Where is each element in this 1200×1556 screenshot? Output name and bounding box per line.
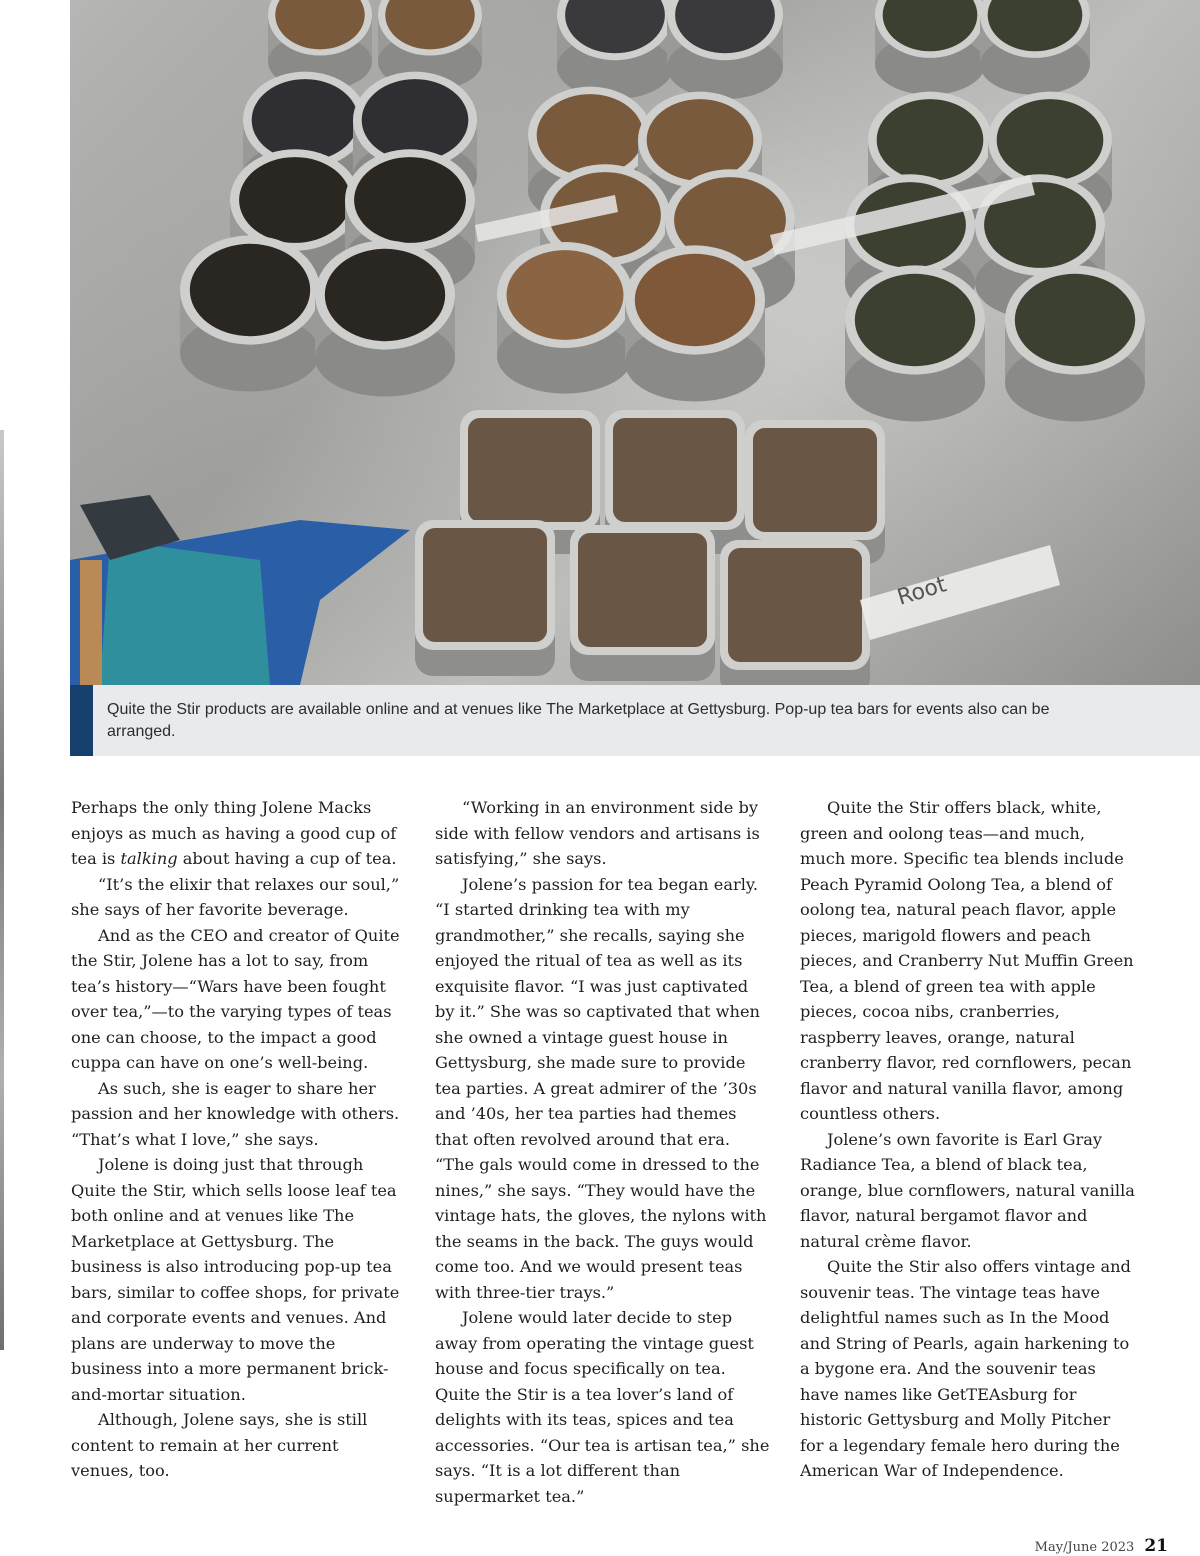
paragraph: Jolene’s passion for tea began early. “I started drinking tea with my grandmother,” she recalls, saying she enjoyed the ritual of tea as well as its exquisite flavor. “I was just captivated by it.” She was so captivated that when she owned a vintage guest house in Gettysburg, she made sure to provide tea parties. A great admirer of the ’30s and ’40s, her tea parties had themes that often revolved around that era. “The gals would come in dressed to the nines,” she says. “They would have the vintage hats, the gloves, the nylons with the seams in the back. The guys would come too. And we would present teas with three-tier trays.”	[435, 874, 767, 1302]
text-run: about having a cup of tea.	[177, 849, 397, 868]
paragraph: As such, she is eager to share her passion and her knowledge with others. “That’s what I love,” she says.	[71, 1078, 400, 1149]
round-tea-tin	[315, 240, 455, 396]
sealer-machine	[100, 540, 270, 685]
article-column-3	[800, 795, 1135, 1484]
caption-accent-bar	[70, 685, 93, 756]
round-tea-tin	[625, 245, 765, 401]
round-tea-tin	[180, 235, 320, 391]
paragraph: Although, Jolene says, she is still content to remain at her current venues, too.	[71, 1410, 368, 1480]
round-tea-tin	[1005, 265, 1145, 421]
round-tea-tin	[845, 265, 985, 421]
round-tea-tin	[497, 242, 633, 394]
paragraph: Jolene’s own favorite is Earl Gray Radiance Tea, a blend of black tea, orange, blue cornflowers, natural vanilla flavor, natural bergamot flavor and natural crème flavor.	[800, 1129, 1135, 1251]
paragraph: “Working in an environment side by side with fellow vendors and artisans is satisfying,” she says.	[435, 798, 760, 868]
article-column-2	[435, 795, 770, 1509]
paragraph	[71, 795, 406, 872]
tea-tins-illustration	[70, 0, 1200, 685]
paragraph: And as the CEO and creator of Quite the Stir, Jolene has a lot to say, from tea’s history—“Wars have been fought over tea,”—to the varying types of teas one can choose, to the impact a good cuppa can have on one’s well-being.	[71, 925, 400, 1072]
round-tea-tin	[557, 0, 673, 99]
paragraph: Quite the Stir offers black, white, green and oolong teas—and much, much more. Specific tea blends include Peach Pyramid Oolong Tea, a blend of oolong tea, natural peach flavor, apple pieces, marigold flowers and peach pieces, and Cranberry Nut Muffin Green Tea, a blend of green tea with apple pieces, cocoa nibs, cranberries, raspberry leaves, orange, natural cranberry flavor, red cornflowers, pecan flavor and natural vanilla flavor, among countless others.	[800, 798, 1134, 1123]
round-tea-tin	[875, 0, 985, 95]
page-edge-strip	[0, 430, 4, 1350]
left-page-edge	[0, 0, 70, 1553]
paragraph: “It’s the elixir that relaxes our soul,” she says of her favorite beverage.	[71, 874, 400, 919]
issue-date: May/June 2023	[1034, 1540, 1135, 1555]
tea-tins-photo	[70, 0, 1200, 685]
caption-text: Quite the Stir products are available online and at venues like The Marketplace at Gettysburg. Pop-up tea bars for events also can be arranged.	[107, 701, 1050, 740]
photo-caption	[70, 685, 1200, 756]
text-run: Perhaps the only thing Jolene Macks enjoys as much as having a good cup of tea is	[71, 798, 397, 868]
sealer-handle	[80, 560, 102, 685]
round-tea-tin	[980, 0, 1090, 95]
page-number: 21	[1144, 1536, 1168, 1556]
square-tea-tin	[720, 540, 870, 685]
square-tea-tin	[570, 525, 715, 681]
page-footer	[1035, 1536, 1168, 1556]
paragraph: Jolene would later decide to step away from operating the vintage guest house and focus specifically on tea. Quite the Stir is a tea lover’s land of delights with its teas, spices and tea accessories. “Our tea is artisan tea,” she says. “It is a lot different than supermarket tea.”	[435, 1308, 770, 1506]
paragraph: Quite the Stir also offers vintage and souvenir teas. The vintage teas have delightful names such as In the Mood and String of Pearls, again harkening to a bygone era. And the souvenir teas have names like GetTEAsburg for historic Gettysburg and Molly Pitcher for a legendary female hero during the American War of Independence.	[800, 1257, 1131, 1480]
round-tea-tin	[667, 0, 783, 99]
paragraph: Jolene is doing just that through Quite the Stir, which sells loose leaf tea both online and at venues like The Marketplace at Gettysburg. The business is also introducing pop-up tea bars, similar to coffee shops, for private and corporate events and venues. And plans are underway to move the business into a more permanent brick-and-mortar situation.	[71, 1155, 400, 1404]
tape-label-text: Root	[894, 572, 950, 611]
italic-text: talking	[120, 849, 178, 868]
square-tea-tin	[415, 520, 555, 676]
article-column-1	[71, 795, 406, 1484]
